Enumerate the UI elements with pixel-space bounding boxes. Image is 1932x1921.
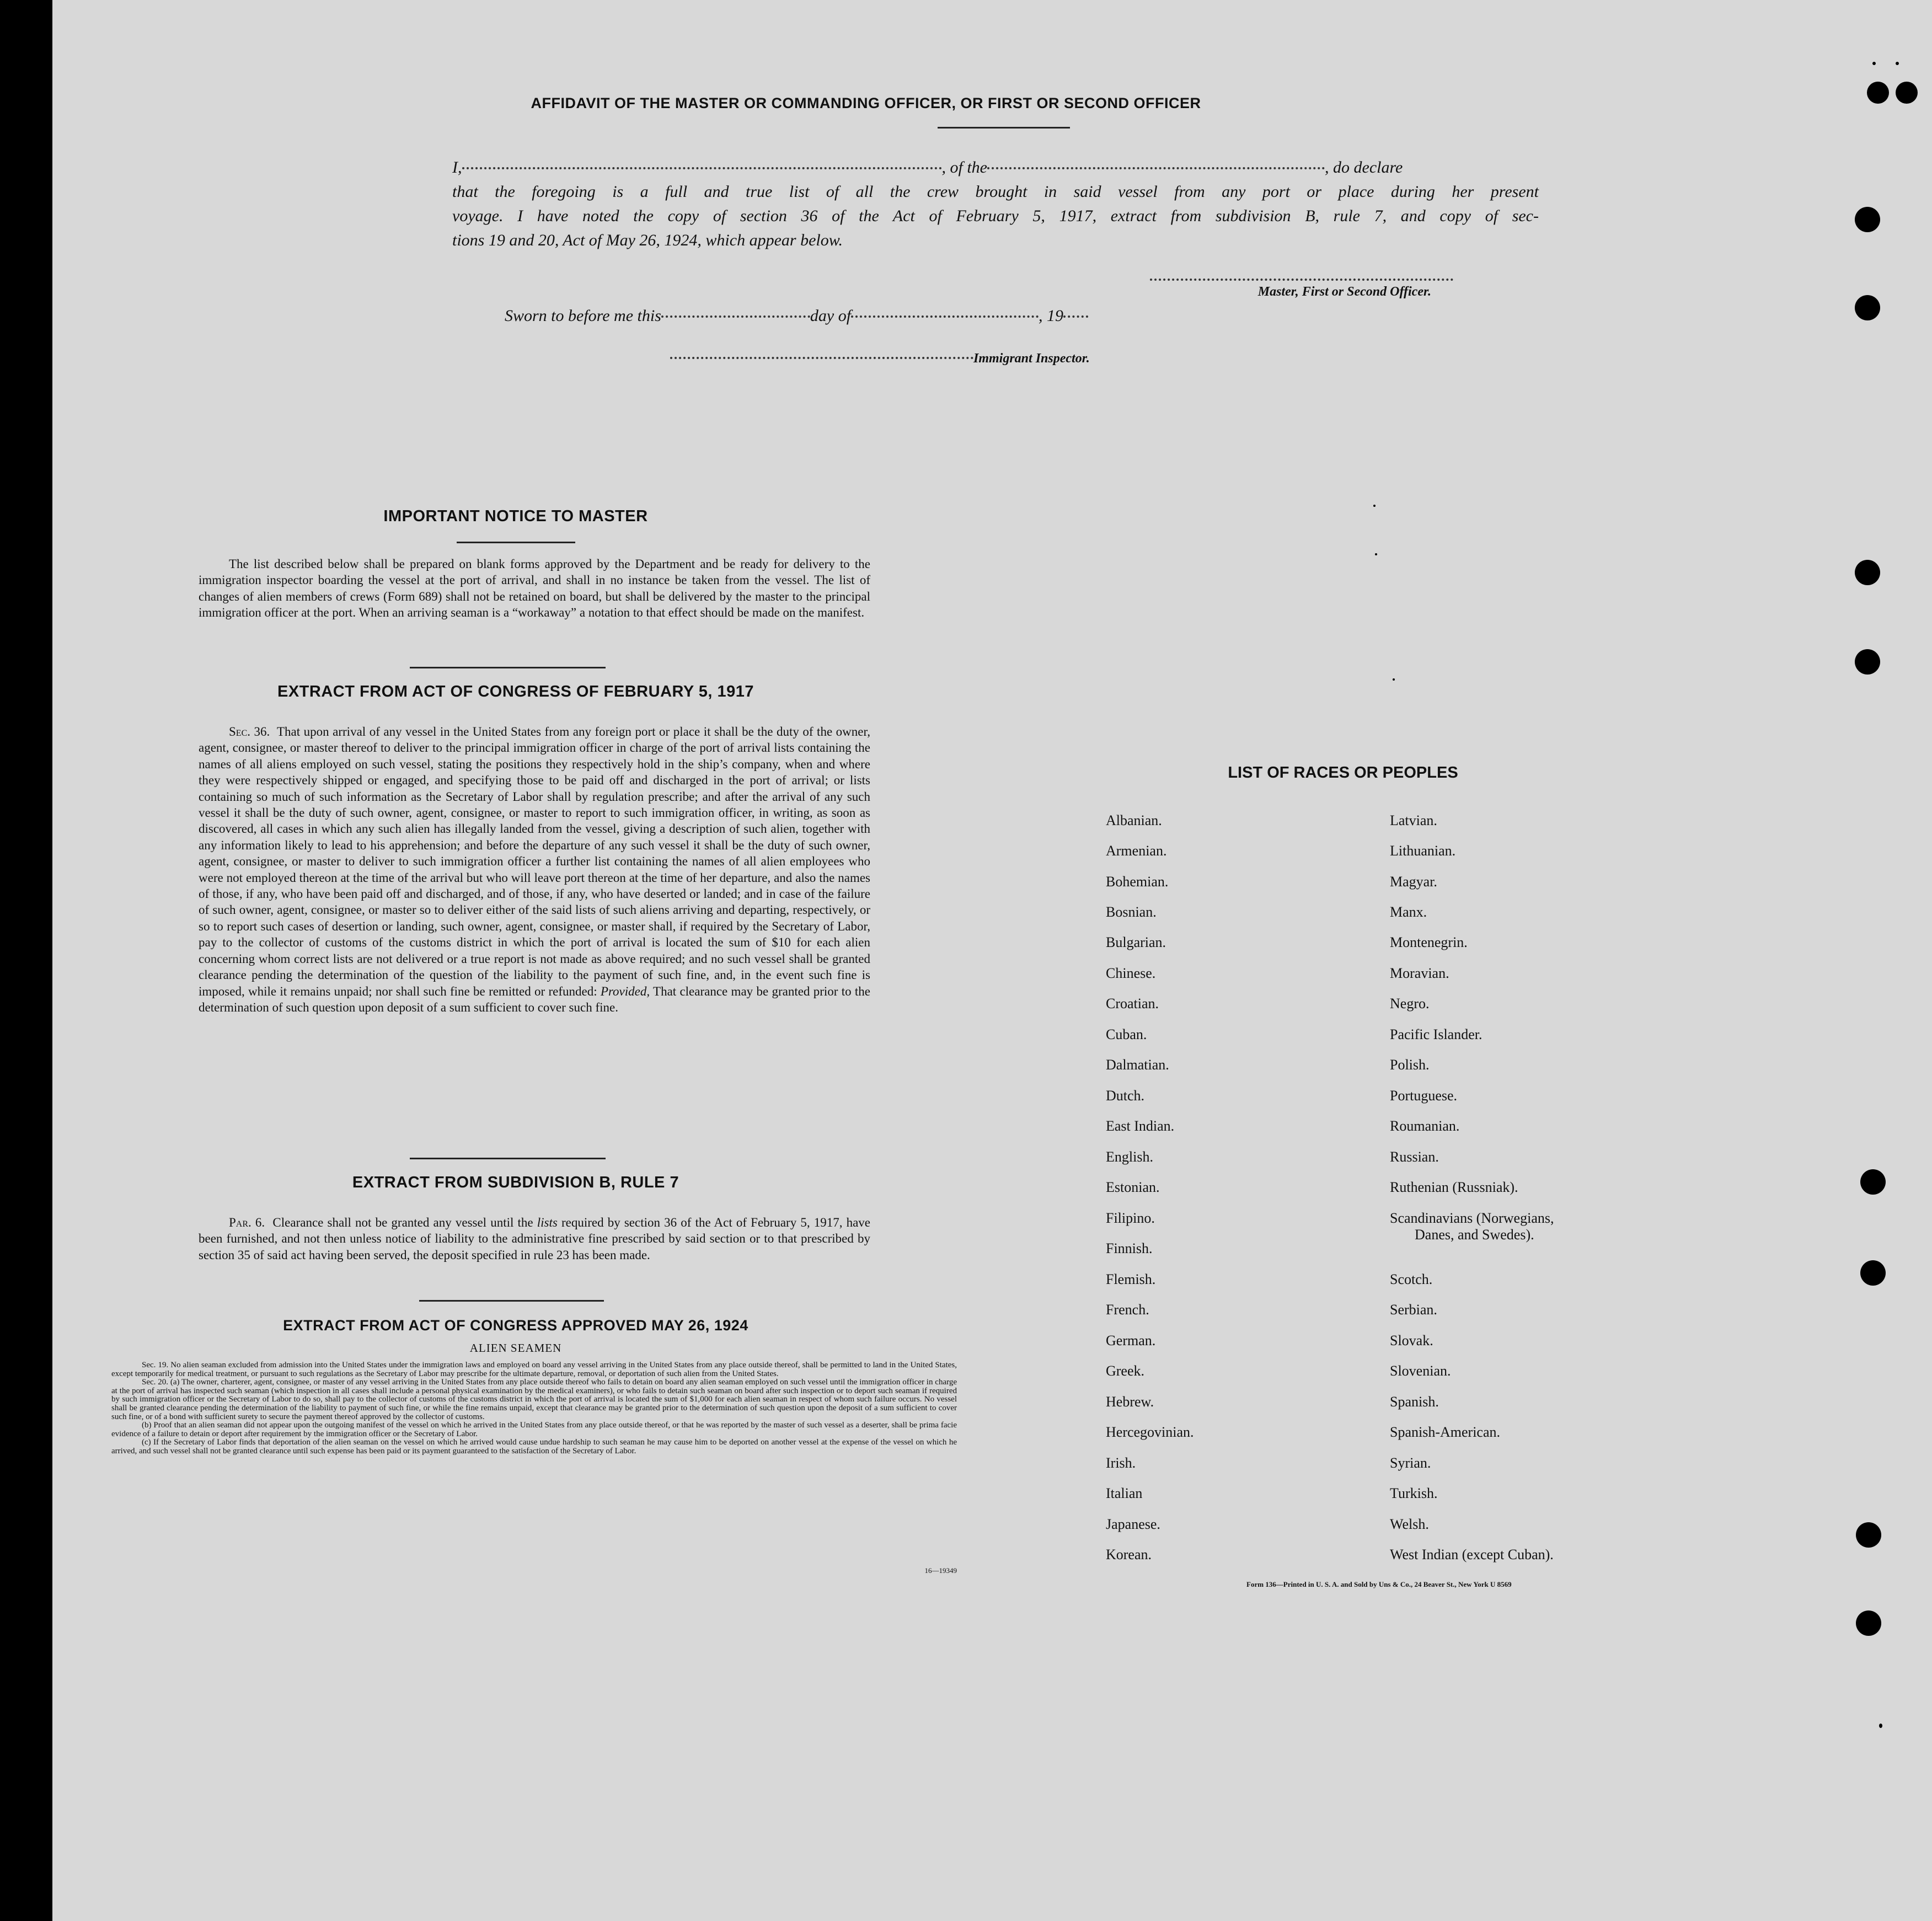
affidavit-line-2: that the foregoing is a full and true list of all the crew brought in said vessel from any port or place during her present [452, 183, 1539, 201]
sec-20c: (c) If the Secretary of Labor finds that deportation of the alien seaman on the vessel on which he arrived would cause undue hardship to such seaman he may cause him to be deported on another vessel at the expense of the vessel on which he arrived, and such vessel shall not be granted clearance until such expense has been paid or its payment guaranteed to the satisfaction of the Secretary of Labor. [111, 1438, 957, 1456]
race-item: English. [1106, 1149, 1153, 1165]
signature-line[interactable] [1150, 279, 1453, 281]
rule7-rule [410, 1158, 606, 1159]
race-item: Lithuanian. [1390, 843, 1456, 859]
speck [1872, 62, 1876, 65]
race-item: Dutch. [1106, 1088, 1145, 1104]
race-item: Finnish. [1106, 1240, 1153, 1256]
print-code: 16—19349 [924, 1566, 957, 1575]
extract-1924-body [111, 1361, 957, 1456]
par-6-label: Par. 6. [229, 1216, 265, 1229]
race-item: Flemish. [1106, 1271, 1156, 1287]
race-item: Montenegrin. [1390, 934, 1468, 950]
speck [1879, 1724, 1882, 1728]
signature-label: Master, First or Second Officer. [1257, 285, 1431, 299]
punch-hole [1855, 295, 1880, 320]
race-item: Armenian. [1106, 843, 1167, 859]
inspector-blank[interactable] [670, 356, 973, 359]
punch-hole [1855, 560, 1880, 585]
race-item: Negro. [1390, 996, 1430, 1012]
vessel-blank[interactable] [987, 167, 1325, 169]
race-item: Chinese. [1106, 965, 1156, 981]
extract-1917-body [199, 724, 870, 1015]
race-item: Bulgarian. [1106, 934, 1166, 950]
affidavit-title: AFFIDAVIT OF THE MASTER OR COMMANDING OFFICER, OR FIRST OR SECOND OFFICER [531, 95, 1201, 111]
affidavit-line-4: tions 19 and 20, Act of May 26, 1924, which appear below. [452, 231, 843, 249]
sec-19: Sec. 19. No alien seaman excluded from admission into the United States under the immigration laws and employed on board any vessel arriving in the United States from any place outside thereof, shall be permitted to land in the United States, except temporarily for medical treatment, or pursuant to such regulations as the Secretary of Labor may prescribe for the ultimate departure, removal, or deportation of such alien from the United States. [111, 1361, 957, 1378]
race-item: Roumanian. [1390, 1118, 1460, 1134]
punch-hole [1856, 1610, 1881, 1636]
race-item: Irish. [1106, 1455, 1136, 1471]
affidavit-line-3: voyage. I have noted the copy of section 36 of the Act of February 5, 1917, extract from subdivision B, rule 7, and copy of sec- [452, 207, 1539, 225]
race-item: Portuguese. [1390, 1088, 1458, 1104]
race-item: Pacific Islander. [1390, 1026, 1483, 1042]
race-item: German. [1106, 1333, 1156, 1349]
affidavit-i: I, [452, 158, 462, 176]
race-item: Serbian. [1390, 1302, 1437, 1318]
lists-word: lists [537, 1216, 558, 1229]
par-6-text-end: required by section 36 of the Act of February 5, 1917, have been furnished, and not then unless notice of liability to the administrative fine prescribed by said section or to that prescribed by section 35 of said act having been served, the deposit specified in rule 23 has been made. [199, 1216, 871, 1262]
punch-hole [1855, 207, 1880, 232]
par-6-text: Clearance shall not be granted any vessel until the [272, 1216, 533, 1229]
provided-word: Provided, [600, 984, 650, 998]
inspector-label: Immigrant Inspector. [973, 351, 1090, 366]
race-item: Japanese. [1106, 1516, 1160, 1532]
punch-hole [1860, 1260, 1886, 1286]
sec-20b: (b) Proof that an alien seaman did not appear upon the outgoing manifest of the vessel on which he arrived in the United States from any place outside thereof, or that he was reported by the master of such vessel as a deserter, shall be prima facie evidence of a failure to detain or deport after requirement by the immigration officer or the Secretary of Labor. [111, 1421, 957, 1438]
rule7-title: EXTRACT FROM SUBDIVISION B, RULE 7 [352, 1174, 679, 1191]
speck [1373, 505, 1376, 507]
race-item: Dalmatian. [1106, 1057, 1169, 1073]
race-item: French. [1106, 1302, 1149, 1318]
affidavit-line-1 [452, 156, 1539, 180]
race-item: Bosnian. [1106, 904, 1157, 920]
race-item: Hercegovinian. [1106, 1424, 1194, 1440]
speck [1896, 62, 1899, 65]
inspector-line [670, 351, 1090, 366]
race-item: Latvian. [1390, 812, 1437, 828]
notice-divider [457, 542, 575, 543]
race-item: Albanian. [1106, 812, 1162, 828]
extract-1917-rule [410, 667, 606, 668]
race-item: Moravian. [1390, 965, 1449, 981]
speck [1393, 678, 1395, 681]
race-item: Turkish. [1390, 1485, 1438, 1501]
race-item: Syrian. [1390, 1455, 1431, 1471]
race-item: Spanish-American. [1390, 1424, 1501, 1440]
sworn-year-prefix: , 19 [1039, 307, 1064, 325]
race-item: Greek. [1106, 1363, 1145, 1379]
race-item: Italian [1106, 1485, 1143, 1501]
race-item: Magyar. [1390, 874, 1437, 890]
race-item: West Indian (except Cuban). [1390, 1547, 1554, 1563]
race-item: Slovak. [1390, 1333, 1433, 1349]
race-item: Slovenian. [1390, 1363, 1451, 1379]
race-item: Bohemian. [1106, 874, 1169, 890]
extract-1917-title: EXTRACT FROM ACT OF CONGRESS OF FEBRUARY 5, 1917 [277, 683, 754, 700]
extract-1924-rule [419, 1300, 604, 1302]
race-item: Filipino. [1106, 1210, 1155, 1226]
race-item: Russian. [1390, 1149, 1439, 1165]
extract-1924-subtitle: ALIEN SEAMEN [469, 1341, 562, 1355]
race-item: Scandinavians (Norwegians, [1390, 1210, 1554, 1226]
race-item: Korean. [1106, 1547, 1152, 1563]
sec-36-text: That upon arrival of any vessel in the United States from any foreign port or place it shall be the duty of the owner, agent, consignee, or master thereof to deliver to the principal immigration officer in charge of the port of arrival lists containing the names of all aliens employed on such vessel, stating the positions they respectively hold in the ship’s company, when and where they were respectively shipped or engaged, and specifying those to be paid off and discharged in the port of arrival; or lists containing so much of such information as the Secretary of Labor shall by regulation prescribe; and after the arrival of any such vessel it shall be the duty of such owner, agent, consignee, or master to report to such immigration officer, in writing, as soon as discovered, all cases in which any such alien has illegally landed from the vessel, giving a description of such alien, together with any information likely to lead to his apprehension; and before the departure of any such vessel it shall be the duty of such owner, agent, consignee, or master to deliver to such immigration officer a further list containing the names of all alien employees who were not employed thereon at the time of the arrival but who will leave port thereon at the time of her departure, and also the names of those, if any, who have been paid off and discharged, and of those, if any, who have deserted or landed; and in case of the failure of such owner, agent, consignee, or master so to deliver either of the said lists of such aliens arriving and departing, respectively, or so to report such cases of desertion or landing, such owner, agent, consignee, or master shall, if required by the Secretary of Labor, pay to the collector of customs of the customs district in which the port of arrival is located the sum of $10 for each alien concerning whom correct lists are not delivered or a true report is not made as above required; and no such vessel shall be granted clearance pending the determination of the question of the liability to the payment of such fine, and, in the event such fine is imposed, while it remains unpaid; nor shall such fine be remitted or refunded: [199, 725, 870, 998]
sec-36-label: Sec. 36. [229, 725, 270, 739]
race-item: Polish. [1390, 1057, 1430, 1073]
punch-hole [1855, 649, 1880, 675]
punch-hole [1896, 82, 1918, 104]
race-item: Estonian. [1106, 1179, 1160, 1195]
affidavit-do-declare: , do declare [1325, 158, 1403, 176]
rule7-body [199, 1214, 870, 1263]
affidavit-of-the: , of the [941, 158, 987, 176]
race-item: Welsh. [1390, 1516, 1429, 1532]
extract-1924-title: EXTRACT FROM ACT OF CONGRESS APPROVED MAY 26, 1924 [283, 1317, 748, 1334]
notice-title: IMPORTANT NOTICE TO MASTER [383, 507, 648, 525]
form-note: Form 136—Printed in U. S. A. and Sold by Uns & Co., 24 Beaver St., New York U 8569 [1246, 1580, 1512, 1588]
race-item: Manx. [1390, 904, 1427, 920]
sworn-year-blank[interactable] [1063, 315, 1088, 318]
sworn-line [505, 307, 1088, 325]
race-item: Hebrew. [1106, 1394, 1154, 1410]
punch-hole [1856, 1522, 1881, 1548]
form-page [52, 0, 1932, 1921]
title-divider [938, 127, 1070, 129]
notice-body: The list described below shall be prepared on blank forms approved by the Department and be ready for delivery to the immigration inspector boarding the vessel at the port of arrival, and shall in no instance be taken from the vessel. The list of changes of alien members of crews (Form 689) shall not be retained on board, but shall be delivered by the master to the principal immigration officer at the port. When an arriving seaman is a “workaway” a notation to that effect should be made on the manifest. [199, 557, 870, 620]
punch-hole [1860, 1169, 1886, 1195]
affidavit-body [452, 156, 1539, 253]
sec-36-text-end: That clearance may be granted prior to the determination of such question upon deposit of a sum sufficient to cover such fine. [199, 984, 871, 1014]
sworn-month-blank[interactable] [851, 315, 1039, 318]
race-item: East Indian. [1106, 1118, 1175, 1134]
race-item: Cuban. [1106, 1026, 1147, 1042]
speck [1375, 553, 1377, 555]
race-item: Danes, and Swedes). [1415, 1227, 1534, 1243]
race-item: Spanish. [1390, 1394, 1439, 1410]
sec-20a: Sec. 20. (a) The owner, charterer, agent, consignee, or master of any vessel arriving in the United States from any place outside thereof who fails to detain on board any alien seaman employed on such vessel until the immigration officer in charge at the port of arrival has inspected such seaman (which inspection in all cases shall include a personal physical examination by the medical examiners), or who fails to detain such seaman on board after such inspection or to deport such seaman if required by such immigration officer or the Secretary of Labor to do so, shall pay to the collector of customs of the customs district in which the port of arrival is located the sum of $1,000 for each alien seaman in respect of whom such failure occurs. No vessel shall be granted clearance pending the determination of the liability to payment of such fine, or while the fine remains unpaid, except that clearance may be granted prior to the determination of such question upon the deposit of a sum sufficient to cover such fine, or of a bond with sufficient surety to secure the payment thereof approved by the collector of customs. [111, 1378, 957, 1421]
race-item: Croatian. [1106, 996, 1159, 1012]
race-item: Scotch. [1390, 1271, 1433, 1287]
punch-hole [1867, 82, 1889, 104]
name-blank[interactable] [462, 167, 942, 169]
race-item: Ruthenian (Russniak). [1390, 1179, 1518, 1195]
sworn-prefix: Sworn to before me this [505, 307, 661, 325]
sworn-day-blank[interactable] [661, 315, 810, 318]
races-title: LIST OF RACES OR PEOPLES [1228, 764, 1458, 782]
sworn-day-of: day of [810, 307, 852, 325]
